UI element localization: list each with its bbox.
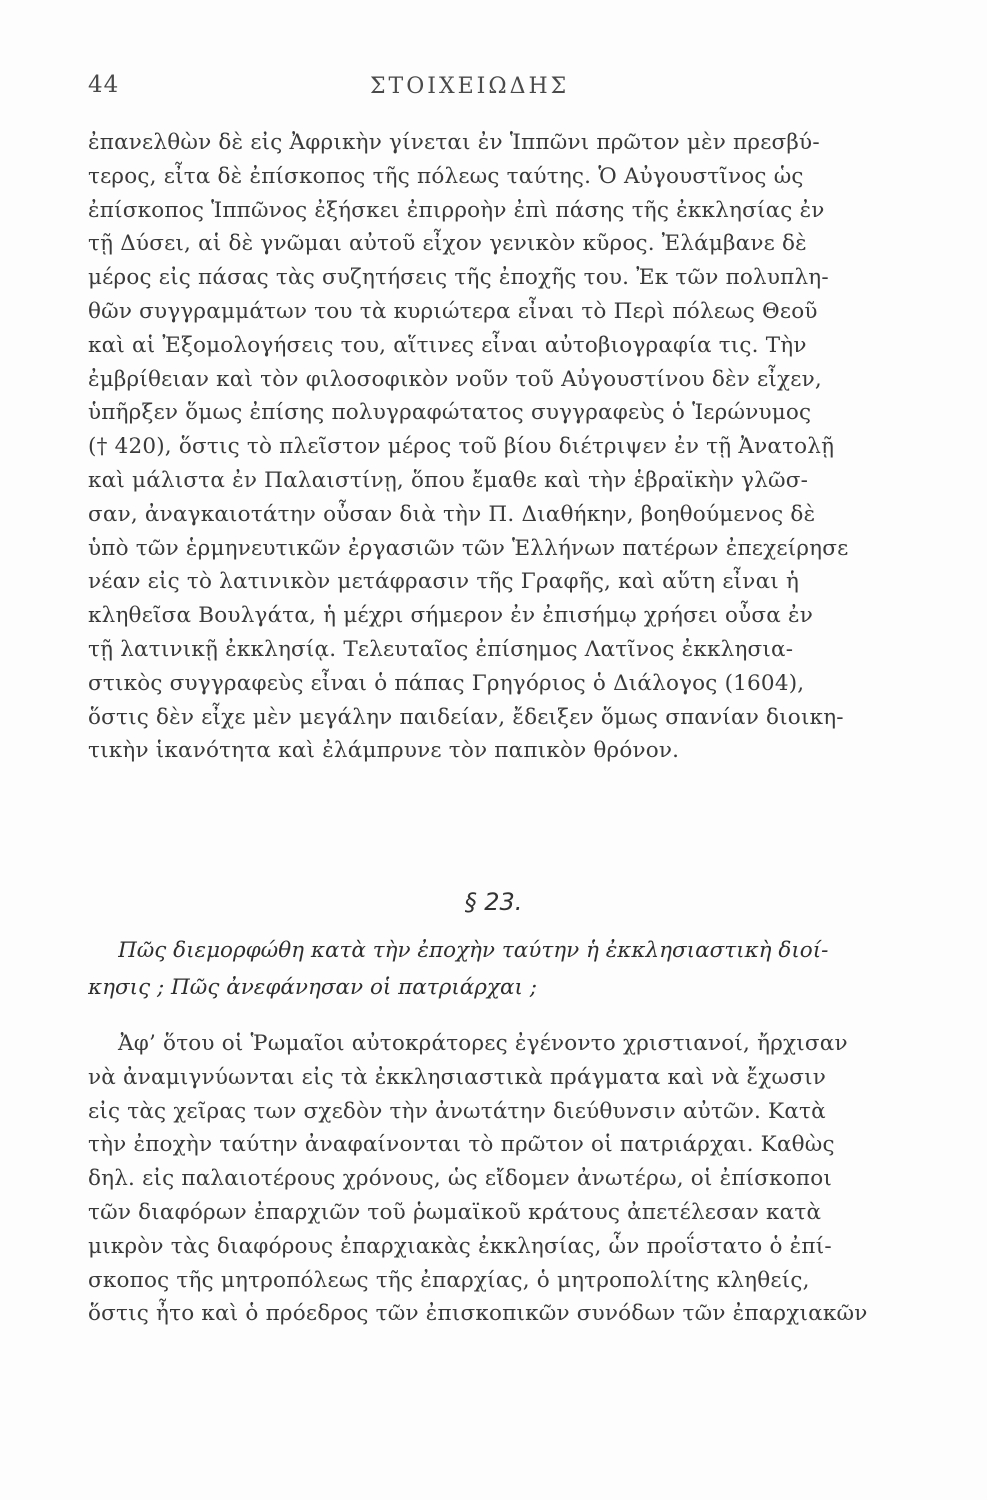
text-line: τῇ λατινικῇ ἐκκλησίᾳ. Τελευταῖος ἐπίσημος Λατῖνος ἐκκλησια-: [88, 636, 794, 662]
text-line: τὴν ἐποχὴν ταύτην ἀναφαίνονται τὸ πρῶτον οἱ πατριάρχαι. Καθὼς: [88, 1132, 835, 1158]
text-line: ὅστις δὲν εἶχε μὲν μεγάλην παιδείαν, ἔδειξεν ὅμως σπανίαν διοικη-: [88, 704, 844, 730]
running-title: ΣΤΟΙΧΕΙΩΔΗΣ: [370, 74, 570, 99]
text-line: σαν, ἀναγκαιοτάτην οὖσαν διὰ τὴν Π. Διαθήκην, βοηθούμενος δὲ: [88, 501, 816, 527]
text-line: ἐπανελθὼν δὲ εἰς Ἀφρικὴν γίνεται ἐν Ἱππῶνι πρῶτον μὲν πρεσβύ-: [88, 130, 820, 155]
text-line: μικρὸν τὰς διαφόρους ἐπαρχιακὰς ἐκκλησίας, ὧν προΐστατο ὁ ἐπί-: [88, 1233, 832, 1259]
text-line: ἐπίσκοπος Ἱππῶνος ἐξήσκει ἐπιρροὴν ἐπὶ πάσης τῆς ἐκκλησίας ἐν: [88, 197, 825, 223]
text-line: τῶν διαφόρων ἐπαρχιῶν τοῦ ῥωμαϊκοῦ κράτους ἀπετέλεσαν κατὰ: [88, 1199, 822, 1225]
section-number: § 23.: [464, 888, 523, 916]
question-line: κησις ; Πῶς ἀνεφάνησαν οἱ πατριάρχαι ;: [88, 975, 537, 1000]
text-line: μέρος εἰς πάσας τὰς συζητήσεις τῆς ἐποχῆς του. Ἐκ τῶν πολυπλη-: [88, 265, 829, 291]
text-line: († 420), ὅστις τὸ πλεῖστον μέρος τοῦ βίου διέτριψεν ἐν τῇ Ἀνατολῇ: [88, 434, 835, 460]
page-number: 44: [88, 72, 120, 98]
text-line: ἐμβρίθειαν καὶ τὸν φιλοσοφικὸν νοῦν τοῦ Αὐγουστίνου δὲν εἶχεν,: [88, 366, 822, 392]
paragraph-augustine-jerome: [88, 126, 870, 768]
paragraph-patriarchs: [88, 1027, 870, 1331]
text-line: καὶ μάλιστα ἐν Παλαιστίνῃ, ὅπου ἔμαθε καὶ τὴν ἑβραϊκὴν γλῶσ-: [88, 467, 809, 493]
question-line: Πῶς διεμορφώθη κατὰ τὴν ἐποχὴν ταύτην ἡ ἐκκλησιαστικὴ διοί-: [118, 938, 829, 963]
text-line: νέαν εἰς τὸ λατινικὸν μετάφρασιν τῆς Γραφῆς, καὶ αὕτη εἶναι ἡ: [88, 569, 800, 595]
text-line: στικὸς συγγραφεὺς εἶναι ὁ πάπας Γρηγόριος ὁ Διάλογος (1604),: [88, 670, 805, 696]
text-line: τικὴν ἱκανότητα καὶ ἐλάμπρυνε τὸν παπικὸν θρόνον.: [88, 738, 680, 764]
text-line: σκοπος τῆς μητροπόλεως τῆς ἐπαρχίας, ὁ μητροπολίτης κληθείς,: [88, 1267, 810, 1293]
text-line: καὶ αἱ Ἐξομολογήσεις του, αἵτινες εἶναι αὐτοβιογραφία τις. Τὴν: [88, 332, 807, 358]
text-line: νὰ ἀναμιγνύωνται εἰς τὰ ἐκκλησιαστικὰ πράγματα καὶ νὰ ἔχωσιν: [88, 1064, 827, 1090]
text-line: τερος, εἶτα δὲ ἐπίσκοπος τῆς πόλεως ταύτης. Ὁ Αὐγουστῖνος ὡς: [88, 163, 804, 189]
text-line: Ἀφ’ ὅτου οἱ Ῥωμαῖοι αὐτοκράτορες ἐγένοντο χριστιανοί, ἤρχισαν: [118, 1031, 848, 1056]
text-line: κληθεῖσα Βουλγάτα, ἡ μέχρι σήμερον ἐν ἐπισήμῳ χρήσει οὖσα ἐν: [88, 603, 814, 629]
text-line: θῶν συγγραμμάτων του τὰ κυριώτερα εἶναι τὸ Περὶ πόλεως Θεοῦ: [88, 298, 818, 324]
text-line: εἰς τὰς χεῖρας των σχεδὸν τὴν ἀνωτάτην διεύθυνσιν αὐτῶν. Κατὰ: [88, 1098, 826, 1124]
text-line: ὅστις ἦτο καὶ ὁ πρόεδρος τῶν ἐπισκοπικῶν συνόδων τῶν ἐπαρχιακῶν: [88, 1301, 868, 1327]
page-header: [88, 72, 868, 112]
text-line: ὑπῆρξεν ὅμως ἐπίσης πολυγραφώτατος συγγραφεὺς ὁ Ἱερώνυμος: [88, 400, 812, 426]
section-question: [88, 932, 870, 1006]
text-line: ὑπὸ τῶν ἑρμηνευτικῶν ἐργασιῶν τῶν Ἑλλήνων πατέρων ἐπεχείρησε: [88, 535, 849, 561]
text-line: τῇ Δύσει, αἱ δὲ γνῶμαι αὐτοῦ εἶχον γενικὸν κῦρος. Ἐλάμβανε δὲ: [88, 231, 807, 257]
text-line: δηλ. εἰς παλαιοτέρους χρόνους, ὡς εἴδομεν ἀνωτέρω, οἱ ἐπίσκοποι: [88, 1166, 833, 1192]
